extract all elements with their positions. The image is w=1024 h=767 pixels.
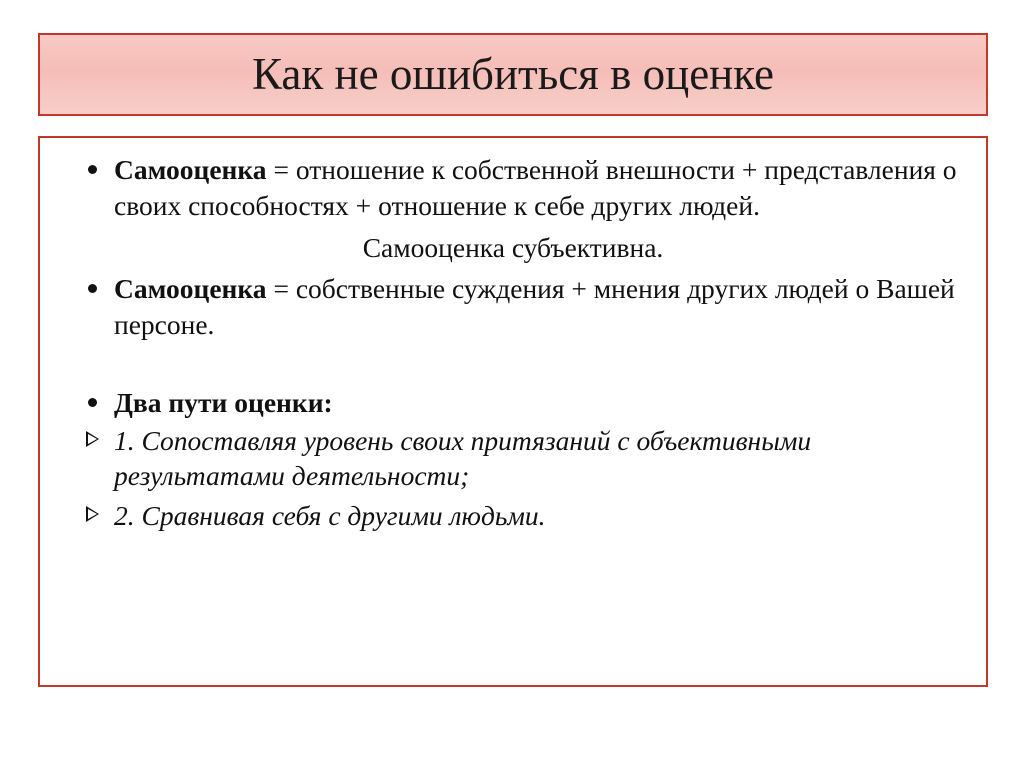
- slide-body-box: [38, 136, 988, 687]
- list-item: [66, 152, 960, 224]
- list-item-text: = отношение к собственной внешности + представления о своих способностях + отношение к себе других людей.: [114, 154, 957, 221]
- list-item-lead: Самооценка: [114, 154, 267, 185]
- list-item: [66, 385, 960, 421]
- arrow-list-item-text: 2. Сравнивая себя с другими людьми.: [114, 500, 546, 531]
- list-item: [66, 271, 960, 343]
- list-item-lead: Два пути оценки:: [114, 386, 333, 418]
- slide-title-box: [38, 33, 988, 116]
- page-title: Как не ошибиться в оценке: [252, 48, 774, 99]
- arrow-list-item: [66, 498, 960, 534]
- list-item-lead: Самооценка: [114, 273, 267, 305]
- arrow-right-icon: [86, 431, 99, 447]
- spacer: [66, 345, 960, 385]
- arrow-right-icon: [86, 506, 99, 522]
- bullet-dot-icon: [88, 284, 97, 293]
- arrow-list-item: [66, 423, 960, 495]
- arrow-list-item-text: 1. Сопоставляя уровень своих притязаний с объективными результатами деятельности;: [114, 424, 812, 492]
- list-item-text: = собственные суждения + мнения других людей о Вашей персоне.: [114, 273, 955, 340]
- centered-statement: Самооценка субъективна.: [362, 231, 664, 263]
- bullet-dot-icon: [88, 165, 97, 174]
- bullet-dot-icon: [88, 398, 97, 407]
